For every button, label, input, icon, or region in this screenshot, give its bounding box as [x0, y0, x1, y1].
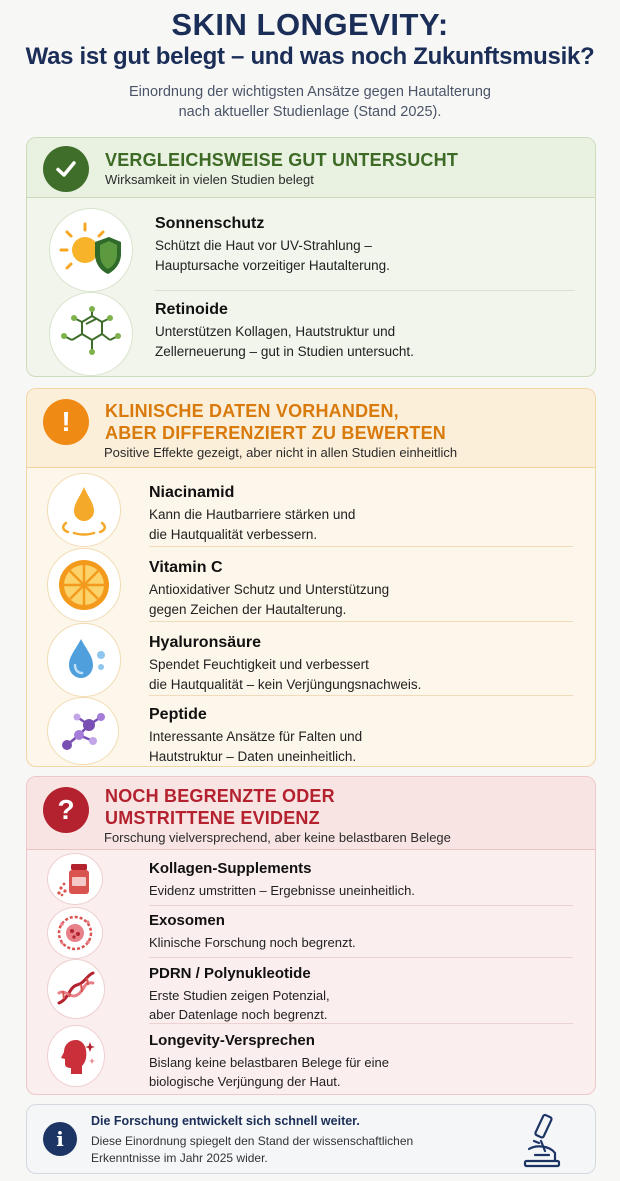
item-text: [149, 859, 415, 901]
footer-note: [26, 1104, 596, 1174]
item-desc-line-1: Erste Studien zeigen Potenzial,: [149, 988, 330, 1003]
footer-title: Die Forschung entwickelt sich schnell weiter.: [91, 1114, 360, 1128]
section-header: [27, 138, 595, 189]
item-desc-line-1: Evidenz umstritten – Ergebnisse uneinheitlich.: [149, 883, 415, 898]
face-sparkle-icon: [47, 1025, 105, 1087]
item-description: [149, 1053, 389, 1091]
item-title: Vitamin C: [149, 559, 223, 576]
item-desc-line-1: Kann die Hautbarriere stärken und: [149, 507, 356, 522]
section-title: [105, 785, 595, 829]
exclamation-icon: !: [43, 399, 89, 445]
section-title-line-1: KLINISCHE DATEN VORHANDEN,: [105, 401, 399, 421]
section-well-studied: [26, 137, 596, 377]
list-item: [27, 290, 595, 376]
item-text: [149, 558, 389, 620]
item-title: PDRN / Polynukleotide: [149, 965, 311, 982]
item-title: Longevity-Versprechen: [149, 1032, 315, 1049]
supplement-jar-icon: [47, 853, 103, 905]
section-header: [27, 777, 595, 847]
list-item: [27, 546, 595, 620]
section-title-line-1: NOCH BEGRENZTE ODER: [105, 786, 335, 806]
footer-text: [91, 1133, 491, 1167]
water-drop-icon: [47, 623, 121, 697]
item-desc-line-2: die Hautqualität – kein Verjüngungsnachweis.: [149, 677, 422, 692]
section-subtitle: Positive Effekte gezeigt, aber nicht in allen Studien einheitlich: [104, 445, 458, 460]
list-item: [27, 695, 595, 767]
item-desc-line-2: biologische Verjüngung der Haut.: [149, 1074, 341, 1089]
microscope-icon: [519, 1111, 565, 1174]
item-description: [149, 655, 421, 695]
item-desc-line-2: die Hautqualität verbessern.: [149, 527, 318, 542]
section-subtitle: Wirksamkeit in vielen Studien belegt: [105, 172, 314, 187]
item-text: [149, 964, 330, 1024]
section-title: [105, 400, 595, 444]
item-text: [149, 705, 362, 767]
item-desc-line-1: Bislang keine belastbaren Belege für eine: [149, 1055, 389, 1070]
dna-icon: [47, 959, 105, 1019]
list-item: [27, 957, 595, 1021]
page-subtitle: Was ist gut belegt – und was noch Zukunftsmusik?: [25, 43, 595, 70]
serum-drop-icon: [47, 473, 121, 547]
item-text: [155, 300, 414, 362]
item-desc-line-1: Antioxidativer Schutz und Unterstützung: [149, 582, 390, 597]
item-description: [149, 580, 389, 620]
item-title: Sonnenschutz: [155, 215, 265, 232]
item-description: [149, 505, 355, 545]
item-description: [155, 322, 414, 362]
item-desc-line-2: Hauptursache vorzeitiger Hautalterung.: [155, 258, 390, 273]
item-description: [155, 236, 390, 276]
section-clinical-data: [26, 388, 596, 767]
footer-line-1: Diese Einordnung spiegelt den Stand der wissenschaftlichen: [91, 1134, 414, 1148]
item-desc-line-1: Schützt die Haut vor UV-Strahlung –: [155, 238, 372, 253]
item-title: Exosomen: [149, 912, 225, 929]
item-text: [149, 911, 356, 953]
peptide-chain-icon: [47, 697, 119, 765]
item-text: [155, 214, 390, 276]
intro-text: [0, 82, 620, 122]
section-subtitle: Forschung vielversprechend, aber keine belastbaren Belege: [104, 830, 451, 845]
item-desc-line-1: Klinische Forschung noch begrenzt.: [149, 935, 356, 950]
item-title: Niacinamid: [149, 484, 235, 501]
item-title: Peptide: [149, 706, 207, 723]
page-title: SKIN LONGEVITY:: [171, 7, 449, 42]
section-limited-evidence: [26, 776, 596, 1095]
list-item: [27, 905, 595, 959]
list-item: [27, 469, 595, 543]
sun-shield-icon: [49, 208, 133, 292]
footer-line-2: Erkenntnisse im Jahr 2025 wider.: [91, 1151, 268, 1165]
item-desc-line-2: Hautstruktur – Daten uneinheitlich.: [149, 749, 357, 764]
intro-line-1: Einordnung der wichtigsten Ansätze gegen Hautalterung: [129, 84, 491, 100]
question-mark-icon: ?: [43, 787, 89, 833]
item-desc-line-2: Zellerneuerung – gut in Studien untersucht.: [155, 344, 414, 359]
orange-slice-icon: [47, 548, 121, 622]
intro-line-2: nach aktueller Studienlage (Stand 2025).: [178, 104, 442, 120]
section-title-line-2: UMSTRITTENE EVIDENZ: [105, 808, 320, 828]
item-desc-line-1: Spendet Feuchtigkeit und verbessert: [149, 657, 369, 672]
molecule-icon: [49, 292, 133, 376]
checkmark-icon: [43, 146, 89, 192]
item-description: [149, 727, 362, 767]
item-desc-line-2: aber Datenlage noch begrenzt.: [149, 1007, 328, 1022]
header: [0, 0, 620, 122]
item-text: [149, 483, 355, 545]
item-title: Kollagen-Supplements: [149, 860, 312, 877]
list-item: [27, 204, 595, 290]
item-title: Hyaluronsäure: [149, 634, 262, 651]
item-title: Retinoide: [155, 301, 228, 318]
item-description: [149, 881, 415, 901]
list-item: [27, 851, 595, 907]
item-description: [149, 933, 356, 953]
list-item: [27, 1023, 595, 1093]
exosome-cell-icon: [47, 907, 103, 959]
item-desc-line-2: gegen Zeichen der Hautalterung.: [149, 602, 347, 617]
list-item: [27, 621, 595, 695]
item-desc-line-1: Unterstützen Kollagen, Hautstruktur und: [155, 324, 396, 339]
section-header: [27, 389, 595, 462]
section-title-line-2: ABER DIFFERENZIERT ZU BEWERTEN: [105, 423, 446, 443]
section-title: VERGLEICHSWEISE GUT UNTERSUCHT: [105, 150, 459, 170]
info-icon: i: [43, 1122, 77, 1156]
item-desc-line-1: Interessante Ansätze für Falten und: [149, 729, 363, 744]
item-description: [149, 986, 330, 1024]
item-text: [149, 1031, 389, 1091]
item-text: [149, 633, 421, 695]
